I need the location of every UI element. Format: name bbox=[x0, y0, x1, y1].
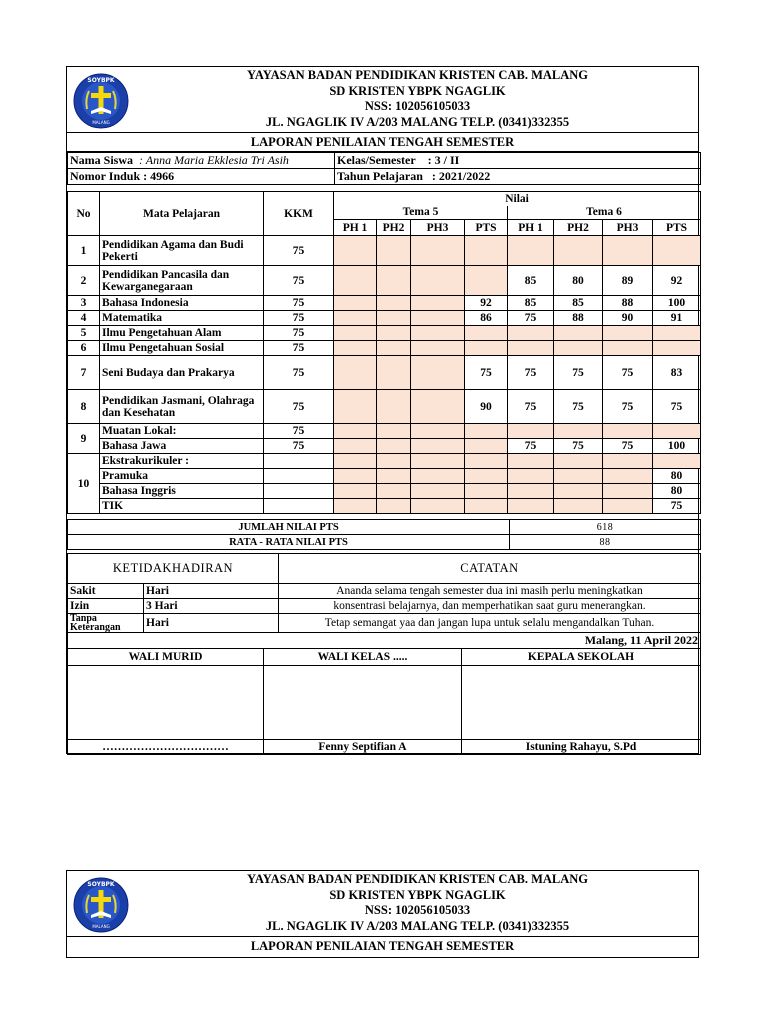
score-cell bbox=[653, 454, 701, 469]
score-cell bbox=[508, 454, 554, 469]
kkm-value: 75 bbox=[264, 356, 334, 390]
score-cell bbox=[465, 424, 508, 439]
svg-text:MALANG: MALANG bbox=[92, 120, 110, 125]
score-cell: 90 bbox=[465, 390, 508, 424]
col-nilai: Nilai bbox=[334, 192, 701, 206]
col-tema5-pts: PTS bbox=[465, 220, 508, 236]
score-cell bbox=[411, 424, 465, 439]
kepala-name: Istuning Rahayu, S.Pd bbox=[462, 740, 701, 755]
score-cell: 83 bbox=[653, 356, 701, 390]
wali-murid-heading: WALI MURID bbox=[68, 649, 264, 666]
score-cell bbox=[508, 499, 554, 514]
col-tema6-pts: PTS bbox=[653, 220, 701, 236]
grade-row bbox=[68, 266, 701, 296]
score-cell bbox=[508, 341, 554, 356]
wali-kelas-name: Fenny Septifian A bbox=[264, 740, 462, 755]
absence-permit-value: 3 Hari bbox=[144, 599, 279, 614]
score-cell bbox=[334, 469, 377, 484]
row-number: 10 bbox=[68, 454, 100, 514]
school-header bbox=[67, 67, 698, 133]
school-name: SD KRISTEN YBPK NGAGLIK bbox=[329, 83, 506, 98]
score-cell: 88 bbox=[603, 296, 653, 311]
score-cell bbox=[334, 390, 377, 424]
score-cell bbox=[465, 266, 508, 296]
score-cell bbox=[554, 341, 603, 356]
tema-5: Tema 5 bbox=[334, 206, 508, 220]
score-cell bbox=[411, 236, 465, 266]
student-info bbox=[67, 152, 701, 185]
grade-row bbox=[68, 424, 701, 439]
score-cell bbox=[411, 499, 465, 514]
class-label: Kelas/Semester bbox=[337, 153, 416, 167]
score-cell: 75 bbox=[465, 356, 508, 390]
report-title: LAPORAN PENILAIAN TENGAH SEMESTER bbox=[67, 133, 698, 152]
row-number: 3 bbox=[68, 296, 100, 311]
score-cell: 75 bbox=[603, 356, 653, 390]
score-cell bbox=[411, 439, 465, 454]
score-cell bbox=[377, 296, 411, 311]
subject-name: Bahasa Indonesia bbox=[100, 296, 264, 311]
row-number: 9 bbox=[68, 424, 100, 454]
score-cell bbox=[465, 454, 508, 469]
row-number: 1 bbox=[68, 236, 100, 266]
subject-name: Seni Budaya dan Prakarya bbox=[100, 356, 264, 390]
score-cell: 90 bbox=[603, 311, 653, 326]
score-cell bbox=[377, 484, 411, 499]
svg-text:SOYBPK: SOYBPK bbox=[87, 77, 115, 84]
absence-sick-value: Hari bbox=[144, 584, 279, 599]
absence-sick-label: Sakit bbox=[68, 584, 144, 599]
wali-murid-name: …………………………… bbox=[68, 740, 264, 755]
score-cell bbox=[411, 484, 465, 499]
kkm-value bbox=[264, 499, 334, 514]
score-cell bbox=[411, 266, 465, 296]
wali-kelas-heading: WALI KELAS ..... bbox=[264, 649, 462, 666]
notes-title: CATATAN bbox=[279, 554, 701, 584]
score-cell bbox=[603, 424, 653, 439]
note-line: konsentrasi belajarnya, dan memperhatikan saat guru menerangkan. bbox=[279, 599, 701, 614]
svg-text:SOYBPK: SOYBPK bbox=[87, 881, 115, 888]
score-cell bbox=[465, 341, 508, 356]
row-number: 4 bbox=[68, 311, 100, 326]
row-number: 5 bbox=[68, 326, 100, 341]
score-cell bbox=[411, 454, 465, 469]
report-sheet bbox=[66, 66, 699, 754]
score-cell bbox=[411, 296, 465, 311]
score-cell bbox=[334, 326, 377, 341]
subject-name: Ekstrakurikuler : bbox=[100, 454, 264, 469]
student-name: : Anna Maria Ekklesia Tri Asih bbox=[139, 153, 289, 167]
score-cell bbox=[465, 236, 508, 266]
grade-row bbox=[68, 454, 701, 469]
score-cell: 75 bbox=[508, 356, 554, 390]
year-value: : 2021/2022 bbox=[431, 169, 491, 183]
student-id: Nomor Induk : 4966 bbox=[68, 169, 335, 185]
row-number: 8 bbox=[68, 390, 100, 424]
school-logo-icon bbox=[73, 73, 129, 129]
grade-row bbox=[68, 356, 701, 390]
kkm-value: 75 bbox=[264, 424, 334, 439]
school-nss: NSS: 102056105033 bbox=[364, 99, 471, 113]
subject-name: Ilmu Pengetahuan Sosial bbox=[100, 341, 264, 356]
score-cell bbox=[508, 469, 554, 484]
subject-name: Bahasa Jawa bbox=[100, 439, 264, 454]
score-cell bbox=[377, 454, 411, 469]
score-cell bbox=[508, 424, 554, 439]
score-cell bbox=[554, 499, 603, 514]
absence-permit-label: Izin bbox=[68, 599, 144, 614]
grade-row bbox=[68, 439, 701, 454]
note-line: Tetap semangat yaa dan jangan lupa untuk selalu mengandalkan Tuhan. bbox=[279, 614, 701, 633]
svg-text:MALANG: MALANG bbox=[92, 924, 110, 929]
score-cell bbox=[603, 484, 653, 499]
kkm-value: 75 bbox=[264, 341, 334, 356]
grade-row bbox=[68, 236, 701, 266]
col-tema5-ph3: PH3 bbox=[411, 220, 465, 236]
note-line: Ananda selama tengah semester dua ini masih perlu meningkatkan bbox=[279, 584, 701, 599]
kkm-value bbox=[264, 484, 334, 499]
score-cell bbox=[554, 469, 603, 484]
signature-table bbox=[67, 633, 701, 755]
subject-name: Pendidikan Agama dan Budi Pekerti bbox=[100, 236, 264, 266]
score-cell bbox=[653, 424, 701, 439]
score-cell bbox=[377, 326, 411, 341]
score-cell: 75 bbox=[508, 439, 554, 454]
kepala-heading: KEPALA SEKOLAH bbox=[462, 649, 701, 666]
score-cell bbox=[411, 469, 465, 484]
grade-row bbox=[68, 296, 701, 311]
score-cell bbox=[377, 499, 411, 514]
score-cell bbox=[411, 311, 465, 326]
kkm-value: 75 bbox=[264, 439, 334, 454]
col-tema6-ph2: PH2 bbox=[554, 220, 603, 236]
score-cell bbox=[334, 439, 377, 454]
grade-row bbox=[68, 311, 701, 326]
score-cell: 91 bbox=[653, 311, 701, 326]
score-cell: 75 bbox=[554, 439, 603, 454]
score-cell: 89 bbox=[603, 266, 653, 296]
tema-6: Tema 6 bbox=[508, 206, 701, 220]
col-subject: Mata Pelajaran bbox=[100, 192, 264, 236]
subject-name: Matematika bbox=[100, 311, 264, 326]
totals-table bbox=[67, 519, 701, 550]
score-cell bbox=[554, 484, 603, 499]
col-tema5-ph1: PH 1 bbox=[334, 220, 377, 236]
grade-row bbox=[68, 469, 701, 484]
score-cell bbox=[508, 484, 554, 499]
subject-name: Pendidikan Pancasila dan Kewarganegaraan bbox=[100, 266, 264, 296]
score-cell: 75 bbox=[554, 356, 603, 390]
score-cell bbox=[603, 469, 653, 484]
score-cell: 85 bbox=[554, 296, 603, 311]
subject-name: Muatan Lokal: bbox=[100, 424, 264, 439]
kkm-value: 75 bbox=[264, 266, 334, 296]
score-cell bbox=[334, 454, 377, 469]
school-address: JL. NGAGLIK IV A/203 MALANG TELP. (0341)332355 bbox=[265, 114, 570, 129]
score-cell: 80 bbox=[653, 484, 701, 499]
score-cell bbox=[334, 341, 377, 356]
score-cell bbox=[411, 356, 465, 390]
score-cell bbox=[465, 484, 508, 499]
score-cell bbox=[411, 390, 465, 424]
score-cell: 75 bbox=[508, 390, 554, 424]
score-cell: 80 bbox=[554, 266, 603, 296]
score-cell bbox=[377, 266, 411, 296]
score-cell bbox=[377, 424, 411, 439]
kkm-value bbox=[264, 454, 334, 469]
avg-label: RATA - RATA NILAI PTS bbox=[68, 535, 510, 550]
subject-name: Pendidikan Jasmani, Olahraga dan Kesehatan bbox=[100, 390, 264, 424]
score-cell bbox=[554, 236, 603, 266]
score-cell bbox=[411, 326, 465, 341]
school-nss: NSS: 102056105033 bbox=[364, 903, 471, 917]
score-cell bbox=[334, 484, 377, 499]
score-cell bbox=[554, 326, 603, 341]
score-cell bbox=[377, 341, 411, 356]
score-cell bbox=[411, 341, 465, 356]
foundation-name: YAYASAN BADAN PENDIDIKAN KRISTEN CAB. MALANG bbox=[246, 872, 589, 886]
score-cell bbox=[377, 236, 411, 266]
student-name-label: Nama Siswa bbox=[70, 153, 134, 167]
score-cell bbox=[377, 356, 411, 390]
sum-value: 618 bbox=[510, 520, 701, 535]
score-cell bbox=[377, 469, 411, 484]
signature-space bbox=[68, 666, 264, 740]
score-cell: 75 bbox=[603, 390, 653, 424]
score-cell bbox=[603, 499, 653, 514]
class-value: : 3 / II bbox=[427, 153, 460, 167]
foundation-name: YAYASAN BADAN PENDIDIKAN KRISTEN CAB. MALANG bbox=[246, 68, 589, 82]
kkm-value: 75 bbox=[264, 390, 334, 424]
score-cell bbox=[334, 266, 377, 296]
score-cell: 80 bbox=[653, 469, 701, 484]
score-cell bbox=[653, 341, 701, 356]
subject-name: Ilmu Pengetahuan Alam bbox=[100, 326, 264, 341]
col-kkm: KKM bbox=[264, 192, 334, 236]
year-label: Tahun Pelajaran bbox=[337, 169, 423, 183]
kkm-value: 75 bbox=[264, 311, 334, 326]
score-cell bbox=[554, 424, 603, 439]
signature-space bbox=[462, 666, 701, 740]
score-cell bbox=[377, 311, 411, 326]
report-date: Malang, 11 April 2022 bbox=[68, 633, 701, 649]
subject-name: TIK bbox=[100, 499, 264, 514]
report-sheet-next-page bbox=[66, 870, 699, 958]
grade-row bbox=[68, 390, 701, 424]
score-cell bbox=[465, 326, 508, 341]
col-no: No bbox=[68, 192, 100, 236]
score-cell bbox=[334, 424, 377, 439]
score-cell: 75 bbox=[508, 311, 554, 326]
avg-value: 88 bbox=[510, 535, 701, 550]
kkm-value: 75 bbox=[264, 236, 334, 266]
score-cell: 75 bbox=[653, 390, 701, 424]
score-cell bbox=[653, 236, 701, 266]
score-cell: 88 bbox=[554, 311, 603, 326]
school-header bbox=[67, 871, 698, 937]
grade-row bbox=[68, 341, 701, 356]
attendance-notes bbox=[67, 553, 701, 633]
score-cell bbox=[377, 439, 411, 454]
kkm-value: 75 bbox=[264, 326, 334, 341]
score-cell bbox=[465, 469, 508, 484]
grade-row bbox=[68, 484, 701, 499]
score-cell bbox=[334, 311, 377, 326]
score-cell: 75 bbox=[554, 390, 603, 424]
score-cell: 85 bbox=[508, 266, 554, 296]
school-logo-icon bbox=[73, 877, 129, 933]
score-cell bbox=[603, 341, 653, 356]
attendance-title: KETIDAKHADIRAN bbox=[68, 554, 279, 584]
report-title: LAPORAN PENILAIAN TENGAH SEMESTER bbox=[250, 939, 515, 953]
col-tema6-ph3: PH3 bbox=[603, 220, 653, 236]
subject-name: Bahasa Inggris bbox=[100, 484, 264, 499]
col-tema5-ph2: PH2 bbox=[377, 220, 411, 236]
score-cell: 100 bbox=[653, 439, 701, 454]
score-cell bbox=[334, 499, 377, 514]
score-cell bbox=[603, 326, 653, 341]
absence-unexcused-value: Hari bbox=[144, 614, 279, 633]
score-cell: 75 bbox=[653, 499, 701, 514]
absence-unexcused-label: Tanpa Keterangan bbox=[68, 614, 144, 633]
score-cell bbox=[653, 326, 701, 341]
grade-row bbox=[68, 499, 701, 514]
school-name: SD KRISTEN YBPK NGAGLIK bbox=[329, 887, 506, 902]
school-address: JL. NGAGLIK IV A/203 MALANG TELP. (0341)332355 bbox=[265, 918, 570, 933]
score-cell: 100 bbox=[653, 296, 701, 311]
score-cell bbox=[465, 439, 508, 454]
score-cell bbox=[603, 236, 653, 266]
row-number: 6 bbox=[68, 341, 100, 356]
grades-table bbox=[67, 191, 701, 514]
kkm-value: 75 bbox=[264, 296, 334, 311]
kkm-value bbox=[264, 469, 334, 484]
row-number: 7 bbox=[68, 356, 100, 390]
col-tema6-ph1: PH 1 bbox=[508, 220, 554, 236]
subject-name: Pramuka bbox=[100, 469, 264, 484]
score-cell bbox=[377, 390, 411, 424]
score-cell bbox=[508, 326, 554, 341]
grade-row bbox=[68, 326, 701, 341]
sum-label: JUMLAH NILAI PTS bbox=[68, 520, 510, 535]
score-cell: 86 bbox=[465, 311, 508, 326]
score-cell bbox=[603, 454, 653, 469]
score-cell bbox=[508, 236, 554, 266]
row-number: 2 bbox=[68, 266, 100, 296]
score-cell: 92 bbox=[653, 266, 701, 296]
score-cell bbox=[465, 499, 508, 514]
score-cell bbox=[554, 454, 603, 469]
score-cell: 75 bbox=[603, 439, 653, 454]
score-cell bbox=[334, 356, 377, 390]
signature-space bbox=[264, 666, 462, 740]
score-cell bbox=[334, 236, 377, 266]
score-cell bbox=[334, 296, 377, 311]
score-cell: 92 bbox=[465, 296, 508, 311]
score-cell: 85 bbox=[508, 296, 554, 311]
